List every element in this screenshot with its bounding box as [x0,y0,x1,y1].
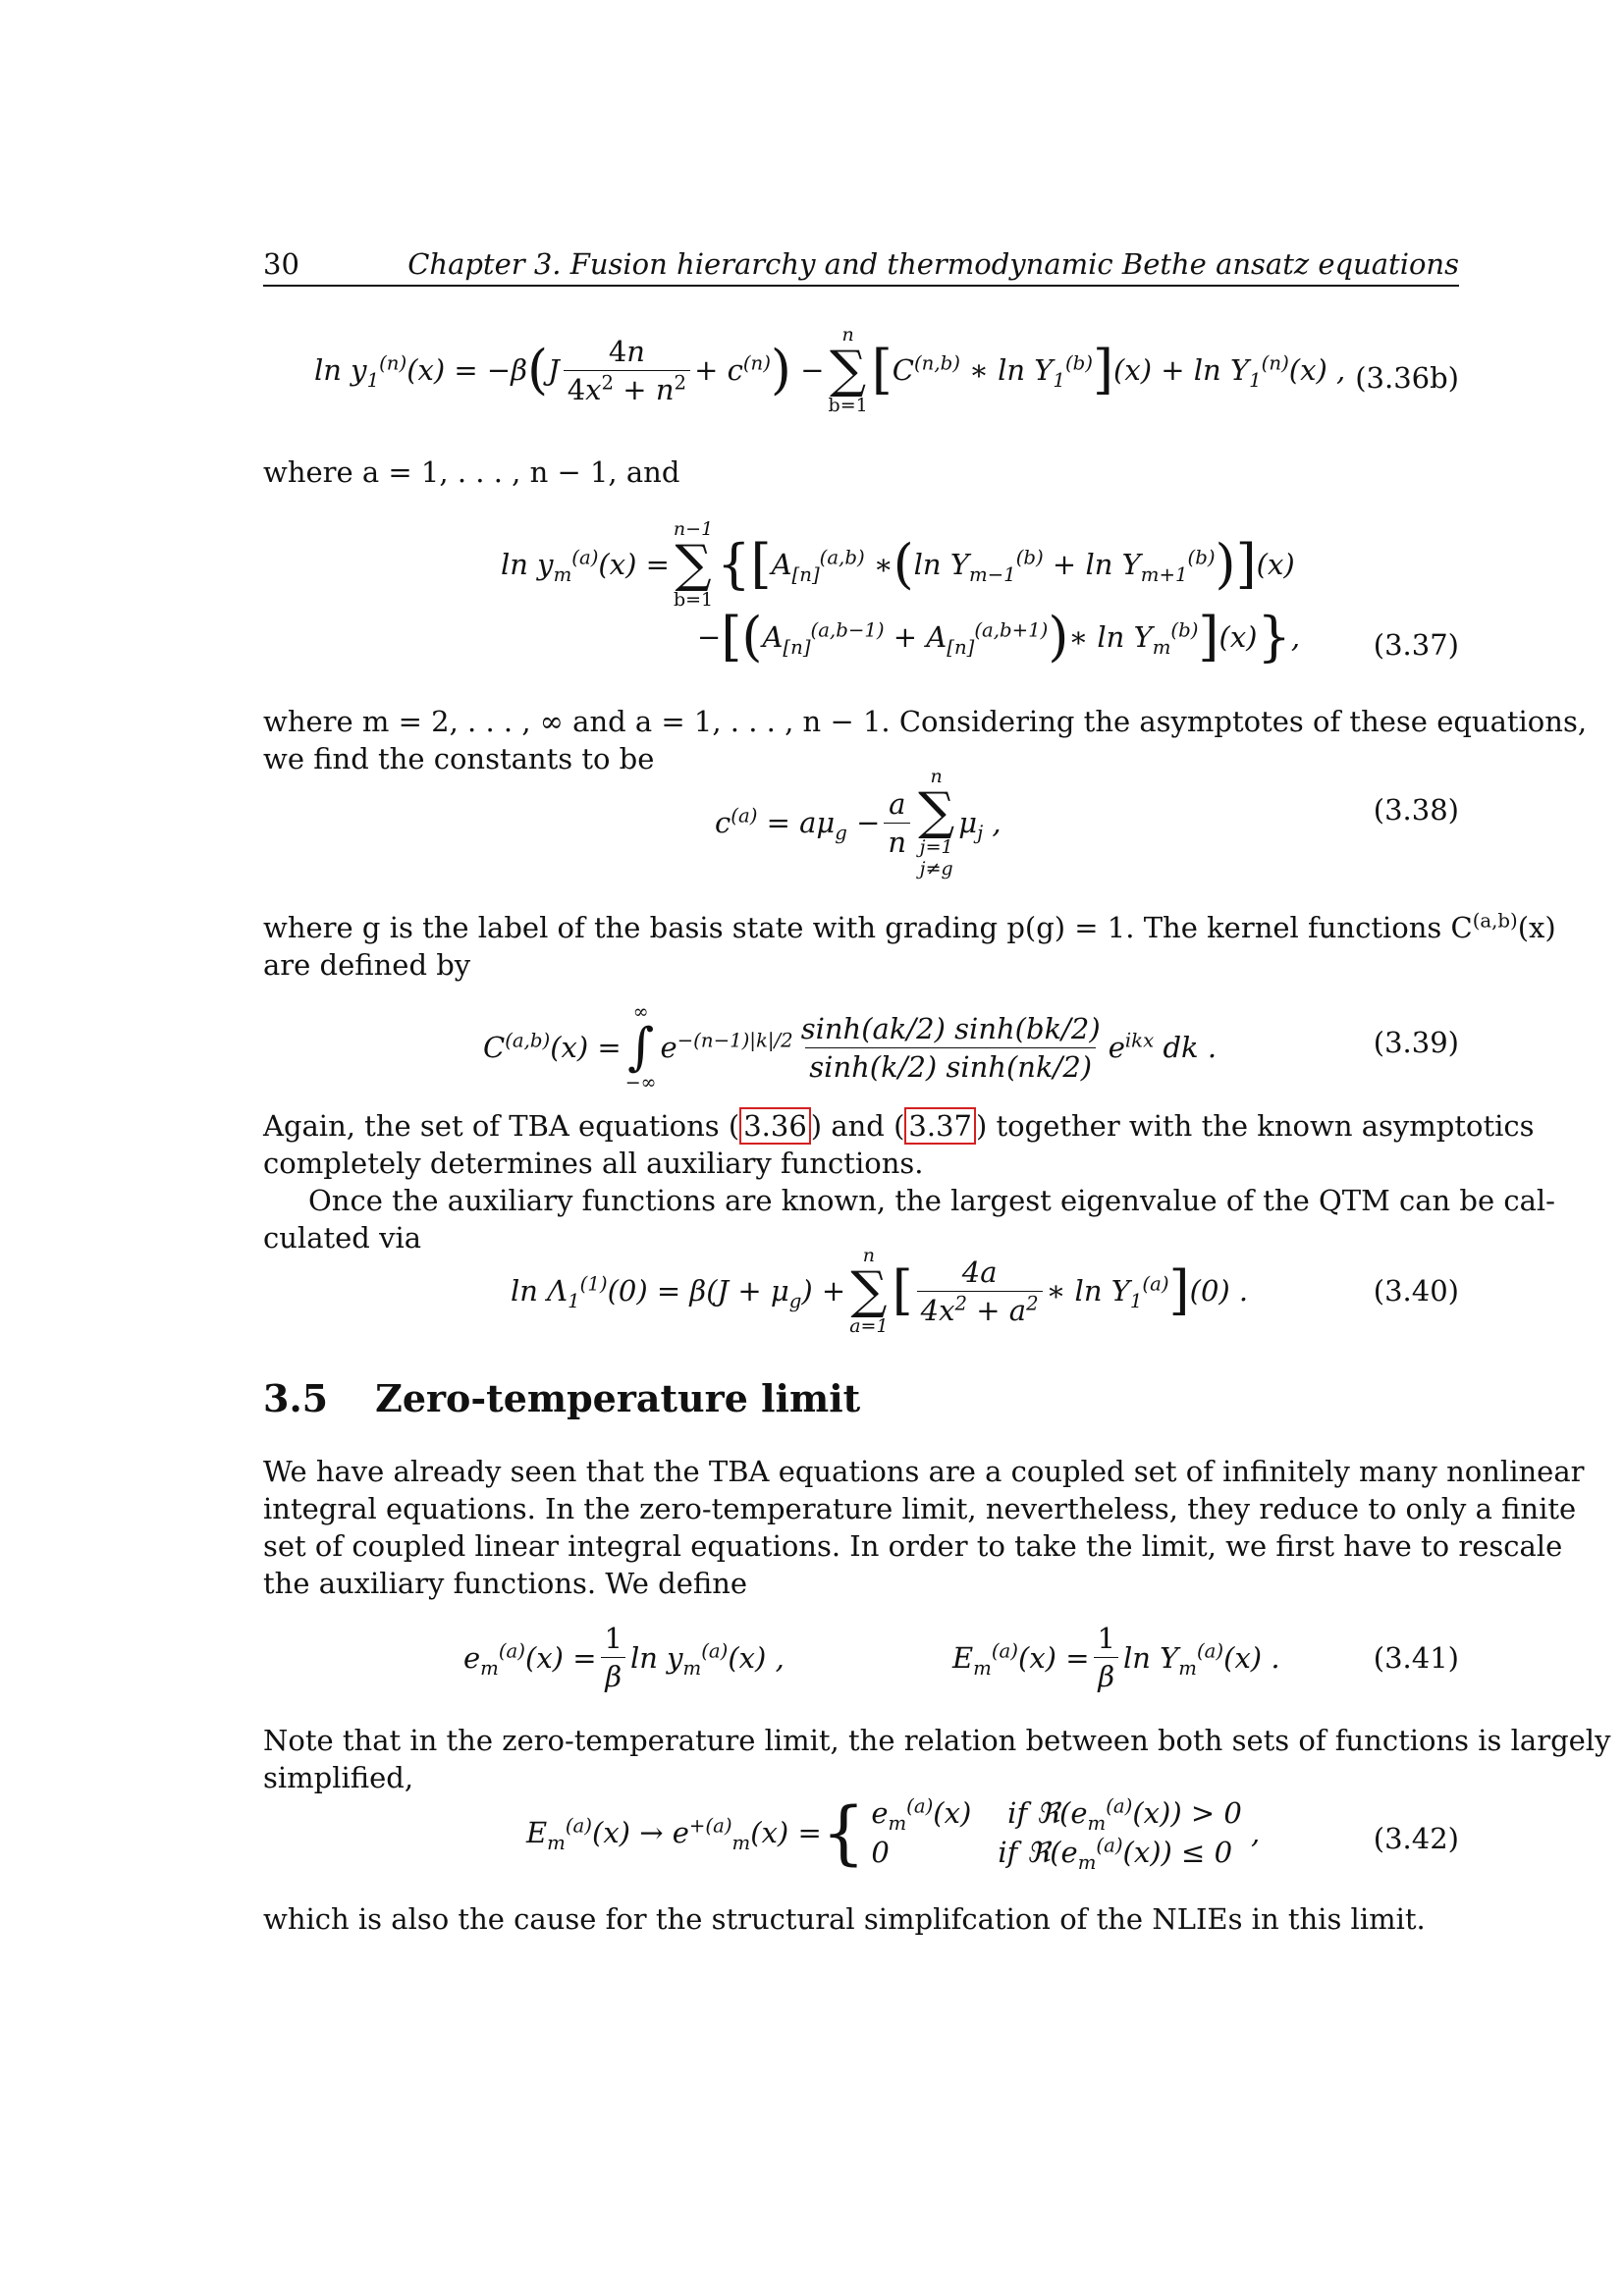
equation-3-42: $E_m^{(a)}(x) \to e^{+(a)}_m(x)$ = { $e_m^{(a)}(x)$ if $ℜ(e_m^{(a)}(x)) > 0$ 0 if $ℜ(e_m^{(a)}(x)) \le 0$ , [526,1792,1261,1874]
equation-number: (3.41) [1373,1641,1459,1675]
paragraph: where a = 1, . . . , n − 1, and [263,455,680,489]
equation-number: (3.37) [1373,628,1459,662]
equation-number: (3.39) [1373,1026,1459,1059]
equation-3-38: $c^{(a)} = a\mu_g$ − $\frac{a}{n}$ n ∑ j=1 j≠g $\mu_j$ , [715,766,1001,880]
header-rule [263,285,1459,287]
paragraph-line: completely determines all auxiliary functions. [263,1147,924,1180]
paragraph-line: Note that in the zero-temperature limit, the relation between both sets of functions is largely [263,1724,1611,1757]
equation-number: (3.38) [1373,793,1459,827]
paragraph-line: we find the constants to be [263,742,655,775]
paragraph-line: where g is the label of the basis state with grading p(g) = 1. The kernel functions C$^{(a,b)}$(x) [263,909,1556,944]
equation-3-41-right: $E_m^{(a)}(x)$ = $\frac{1}{\beta}$ $\ln Y_m^{(a)}(x)$ . [952,1622,1280,1693]
equation-3-36b: $\ln y_1^{(n)}(x) = -\beta$ ( J $\frac{4n}{4x^2 + n^2}$ + $c^{(n)}$ ) − n ∑ b=1 [ C$^{(n,b)}$ ∗ $\ln Y_1^{(b)}$ ] $(x) + \ln Y_1^{(n)}(x)$ , [314,324,1346,416]
equation-3-37-line2: − [ ( $A_{[n]}^{(a,b-1)} + A_{[n]}^{(a,b+1)}$ ) ∗ $\ln Y_m^{(b)}$ ] (x) } , [697,606,1301,667]
paragraph-line: which is also the cause for the structural simplifcation of the NLIEs in this limit. [263,1902,1426,1936]
paragraph-line: set of coupled linear integral equations. In order to take the limit, we first have to rescale [263,1529,1563,1563]
equation-3-41-left: $e_m^{(a)}(x)$ = $\frac{1}{\beta}$ $\ln y_m^{(a)}(x)$ , [463,1622,785,1693]
equation-3-37-line1: $\ln y_m^{(a)}(x)$ = n−1 ∑ b=1 { [ $A_{[n]}^{(a,b)}$ ∗ ( $\ln Y_{m-1}^{(b)} + \ln Y_{m+1}^{(b)}$ ) ] (x) [501,518,1295,611]
running-title: Chapter 3. Fusion hierarchy and thermodynamic Bethe ansatz equations [407,247,1459,281]
equation-3-39: C$^{(a,b)}$(x) = ∞ ∫ −∞ $e^{-(n-1)|k|/2}$ $\frac{\sinh(ak/2) \sinh(bk/2)}{\sinh(k/2) \sinh(nk/2)}$ $e^{ikx}$ dk . [483,1001,1218,1094]
section-heading: 3.5 Zero-temperature limit [263,1376,861,1420]
equation-reference-link[interactable]: 3.37 [904,1107,976,1145]
equation-number: (3.40) [1373,1274,1459,1308]
paragraph-line: integral equations. In the zero-temperature limit, nevertheless, they reduce to only a finite [263,1492,1577,1525]
paragraph-line: Once the auxiliary functions are known, the largest eigenvalue of the QTM can be cal- [308,1184,1555,1217]
paragraph-line: where m = 2, . . . , ∞ and a = 1, . . . , n − 1. Considering the asymptotes of these equations, [263,705,1588,738]
paragraph-line: the auxiliary functions. We define [263,1567,748,1600]
paragraph-line: are defined by [263,948,471,982]
paragraph-line: Again, the set of TBA equations ( 3.36 ) and ( 3.37 ) together with the known asymptotics [263,1109,1535,1143]
equation-number: (3.36b) [1355,361,1459,395]
equation-number: (3.42) [1373,1822,1459,1855]
paragraph-line: culated via [263,1221,422,1255]
paragraph-line: simplified, [263,1761,414,1794]
page-number: 30 [263,247,299,281]
paragraph-line: We have already seen that the TBA equations are a coupled set of infinitely many nonlinear [263,1455,1585,1488]
equation-3-40: $\ln \Lambda_1^{(1)}(0) = \beta(J + \mu_g)$ + n ∑ a=1 [ $\frac{4a}{4x^2 + a^2}$ ∗ $\ln Y_1^{(a)}$ ] (0) . [511,1245,1249,1337]
equation-reference-link[interactable]: 3.36 [739,1107,811,1145]
